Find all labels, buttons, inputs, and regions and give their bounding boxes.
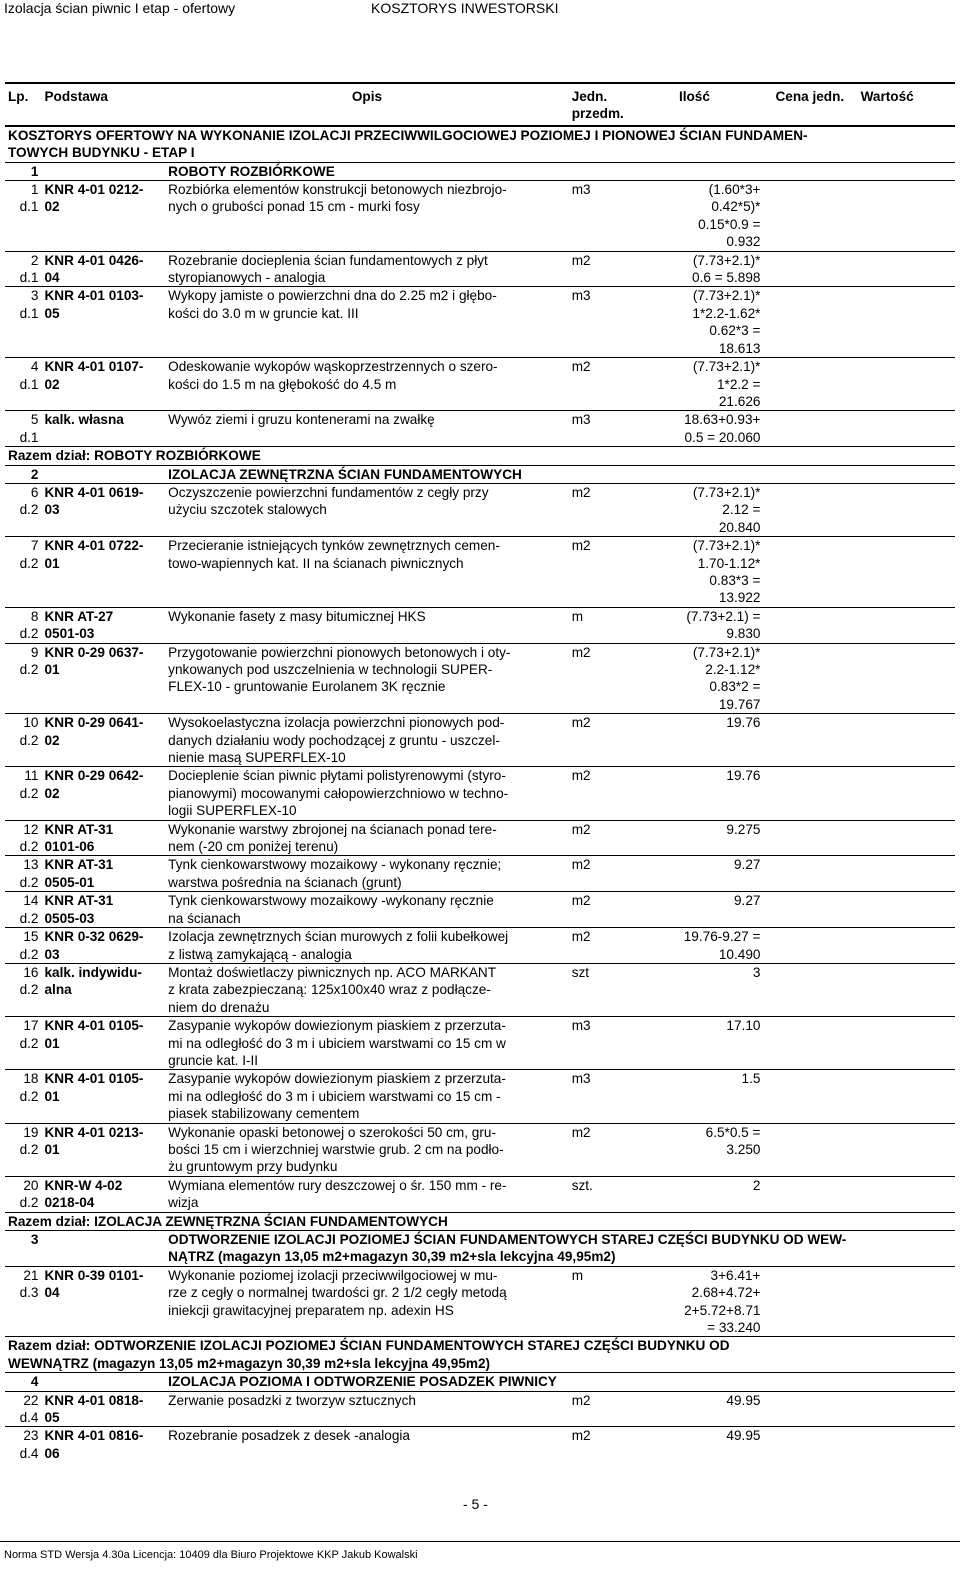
item-description: Odeskowanie wykopów wąskoprzestrzennych o szero- kości do 1.5 m na głębokość do 4.5 m (165, 358, 569, 411)
item-lp: 4 d.1 (5, 358, 41, 411)
footer-divider (0, 1541, 960, 1542)
table-row (5, 767, 955, 820)
page-number: - 5 - (463, 1496, 488, 1512)
item-description: Wywóz ziemi i gruzu kontenerami na zwałkę (165, 411, 569, 447)
table-row (5, 963, 955, 1016)
item-quantity: 3+6.41+ 2.68+4.72+ 2+5.72+8.71 = 33.240 (625, 1266, 772, 1337)
item-basis: KNR 4-01 0722- 01 (41, 537, 165, 608)
cost-estimate-title: KOSZTORYS OFERTOWY NA WYKONANIE IZOLACJI PRZECIWWILGOCIOWEJ POZIOMEJ I PIONOWEJ ŚCIAN FUNDAMEN- TOWYCH BUDYNKU - ETAP I (5, 126, 955, 162)
item-lp: 18 d.2 (5, 1070, 41, 1123)
item-basis: KNR 4-01 0105- 01 (41, 1070, 165, 1123)
section-number: 2 (5, 465, 41, 483)
item-unit-price (772, 1123, 857, 1176)
section-total-label: Razem dział: IZOLACJA ZEWNĘTRZNA ŚCIAN FUNDAMENTOWYCH (5, 1212, 955, 1230)
table-row (5, 358, 955, 411)
table-row (5, 1176, 955, 1212)
item-lp: 19 d.2 (5, 1123, 41, 1176)
item-unit-price (772, 287, 857, 358)
section-title: IZOLACJA POZIOMA I ODTWORZENIE POSADZEK PIWNICY (165, 1373, 955, 1391)
item-description: Wymiana elementów rury deszczowej o śr. 150 mm - re- wizja (165, 1176, 569, 1212)
item-unit-price (772, 643, 857, 714)
table-row (5, 483, 955, 536)
table-row (5, 181, 955, 252)
item-description: Zasypanie wykopów dowiezionym piaskiem z przerzuta- mi na odległość do 3 m i ubiciem warstwami co 15 cm - piasek stabilizowany cementem (165, 1070, 569, 1123)
item-value (858, 1266, 955, 1337)
item-description: Oczyszczenie powierzchni fundamentów z cegły przy użyciu szczotek stalowych (165, 483, 569, 536)
item-unit: m3 (569, 1017, 626, 1070)
item-unit: m3 (569, 287, 626, 358)
item-unit: szt (569, 963, 626, 1016)
item-unit: m (569, 1266, 626, 1337)
item-value (858, 251, 955, 287)
item-value (858, 767, 955, 820)
item-unit: m2 (569, 928, 626, 964)
item-quantity: (7.73+2.1)* 1*2.2 = 21.626 (625, 358, 772, 411)
item-value (858, 714, 955, 767)
item-unit-price (772, 1176, 857, 1212)
section-number: 1 (5, 162, 41, 180)
item-basis: KNR 0-29 0637- 01 (41, 643, 165, 714)
item-unit: m3 (569, 411, 626, 447)
section-title: ODTWORZENIE IZOLACJI POZIOMEJ ŚCIAN FUNDAMENTOWYCH STAREJ CZĘŚCI BUDYNKU OD WEW- NĄTRZ (magazyn 13,05 m2+magazyn 30,39 m2+sla lekcyjna 49,95m2) (165, 1231, 955, 1267)
item-quantity: 9.27 (625, 856, 772, 892)
table-row (5, 1017, 955, 1070)
item-unit-price (772, 411, 857, 447)
item-value (858, 643, 955, 714)
item-description: Wykonanie opaski betonowej o szerokości 50 cm, gru- bości 15 cm i wierzchniej warstwie grub. 2 cm na podło- żu gruntowym przy budynku (165, 1123, 569, 1176)
item-unit: m2 (569, 892, 626, 928)
item-basis: KNR 4-01 0105- 01 (41, 1017, 165, 1070)
col-wartosc: Wartość (858, 83, 955, 126)
item-unit: m2 (569, 767, 626, 820)
item-lp: 8 d.2 (5, 607, 41, 643)
item-unit: m3 (569, 1070, 626, 1123)
item-value (858, 1427, 955, 1462)
item-value (858, 1070, 955, 1123)
item-unit-price (772, 856, 857, 892)
item-quantity: 9.275 (625, 820, 772, 856)
item-lp: 10 d.2 (5, 714, 41, 767)
item-value (858, 537, 955, 608)
col-opis: Opis (165, 83, 569, 126)
item-basis: KNR AT-31 0505-01 (41, 856, 165, 892)
item-basis: kalk. indywidu- alna (41, 963, 165, 1016)
item-description: Wykonanie poziomej izolacji przeciwwilgociowej w mu- rze z cegły o normalnej twardości gr. 2 1/2 cegły metodą iniekcji grawitacyjnej preparatem np. adexin HS (165, 1266, 569, 1337)
item-quantity: 49.95 (625, 1391, 772, 1427)
item-quantity: 19.76 (625, 767, 772, 820)
item-lp: 3 d.1 (5, 287, 41, 358)
col-ilosc: Ilość (625, 83, 772, 126)
item-lp: 15 d.2 (5, 928, 41, 964)
item-lp: 17 d.2 (5, 1017, 41, 1070)
item-unit: m2 (569, 714, 626, 767)
table-row (5, 643, 955, 714)
item-value (858, 358, 955, 411)
table-row (5, 537, 955, 608)
section-number: 3 (5, 1231, 41, 1267)
item-unit-price (772, 358, 857, 411)
item-lp: 21 d.3 (5, 1266, 41, 1337)
item-description: Tynk cienkowarstwowy mozaikowy -wykonany ręcznie na ścianach (165, 892, 569, 928)
item-value (858, 856, 955, 892)
item-unit-price (772, 181, 857, 252)
item-lp: 6 d.2 (5, 483, 41, 536)
title-row (5, 126, 955, 162)
header-left: Izolacja ścian piwnic I etap - ofertowy (4, 0, 236, 16)
item-quantity: 19.76 (625, 714, 772, 767)
item-basis: KNR 4-01 0212- 02 (41, 181, 165, 252)
item-unit-price (772, 1266, 857, 1337)
item-value (858, 963, 955, 1016)
item-unit: m2 (569, 1391, 626, 1427)
item-basis: KNR 0-29 0641- 02 (41, 714, 165, 767)
item-unit-price (772, 251, 857, 287)
item-basis: KNR 4-01 0213- 01 (41, 1123, 165, 1176)
item-unit-price (772, 714, 857, 767)
item-value (858, 892, 955, 928)
item-lp: 2 d.1 (5, 251, 41, 287)
item-basis: KNR 4-01 0619- 03 (41, 483, 165, 536)
item-description: Rozebranie posadzek z desek -analogia (165, 1427, 569, 1462)
col-jednostka: Jedn. przedm. (569, 83, 626, 126)
item-lp: 11 d.2 (5, 767, 41, 820)
item-basis: KNR 4-01 0426- 04 (41, 251, 165, 287)
col-podstawa: Podstawa (41, 83, 165, 126)
item-value (858, 1391, 955, 1427)
item-unit: m2 (569, 820, 626, 856)
section-row (5, 465, 955, 483)
item-value (858, 928, 955, 964)
section-total-row (5, 447, 955, 465)
item-description: Zasypanie wykopów dowiezionym piaskiem z przerzuta- mi na odległość do 3 m i ubiciem warstwami co 15 cm w gruncie kat. I-II (165, 1017, 569, 1070)
item-lp: 16 d.2 (5, 963, 41, 1016)
section-total-label: Razem dział: ROBOTY ROZBIÓRKOWE (5, 447, 955, 465)
table-row (5, 1391, 955, 1427)
item-value (858, 483, 955, 536)
item-basis: KNR AT-27 0501-03 (41, 607, 165, 643)
table-row (5, 714, 955, 767)
item-basis: KNR 4-01 0107- 02 (41, 358, 165, 411)
item-description: Izolacja zewnętrznych ścian murowych z folii kubełkowej z listwą zamykającą - analogia (165, 928, 569, 964)
item-value (858, 820, 955, 856)
table-row (5, 820, 955, 856)
header-right: KOSZTORYS INWESTORSKI (371, 0, 559, 16)
item-unit: m2 (569, 358, 626, 411)
table-body (5, 126, 955, 1462)
cost-table (5, 82, 955, 1462)
item-unit-price (772, 963, 857, 1016)
item-lp: 22 d.4 (5, 1391, 41, 1427)
item-quantity: 9.27 (625, 892, 772, 928)
item-lp: 12 d.2 (5, 820, 41, 856)
item-lp: 13 d.2 (5, 856, 41, 892)
section-row (5, 162, 955, 180)
item-unit: m2 (569, 483, 626, 536)
item-lp: 7 d.2 (5, 537, 41, 608)
item-unit: m2 (569, 537, 626, 608)
item-basis: kalk. własna (41, 411, 165, 447)
section-title: IZOLACJA ZEWNĘTRZNA ŚCIAN FUNDAMENTOWYCH (165, 465, 955, 483)
item-lp: 5 d.1 (5, 411, 41, 447)
table-row (5, 411, 955, 447)
item-quantity: (7.73+2.1)* 2.2-1.12* 0.83*2 = 19.767 (625, 643, 772, 714)
section-spacer (41, 1373, 165, 1391)
section-number: 4 (5, 1373, 41, 1391)
table-row (5, 856, 955, 892)
item-basis: KNR 4-01 0103- 05 (41, 287, 165, 358)
item-basis: KNR AT-31 0101-06 (41, 820, 165, 856)
item-quantity: (7.73+2.1) = 9.830 (625, 607, 772, 643)
item-basis: KNR 0-29 0642- 02 (41, 767, 165, 820)
item-unit-price (772, 892, 857, 928)
item-value (858, 1176, 955, 1212)
item-description: Tynk cienkowarstwowy mozaikowy - wykonany ręcznie; warstwa pośrednia na ścianach (grunt) (165, 856, 569, 892)
item-basis: KNR 4-01 0818- 05 (41, 1391, 165, 1427)
item-unit: m3 (569, 181, 626, 252)
section-total-row (5, 1337, 955, 1373)
table-row (5, 607, 955, 643)
item-unit-price (772, 1391, 857, 1427)
item-unit-price (772, 607, 857, 643)
item-quantity: (7.73+2.1)* 1*2.2-1.62* 0.62*3 = 18.613 (625, 287, 772, 358)
section-total-label: Razem dział: ODTWORZENIE IZOLACJI POZIOMEJ ŚCIAN FUNDAMENTOWYCH STAREJ CZĘŚCI BUDYNKU OD WEWNĄTRZ (magazyn 13,05 m2+magazyn 30,39 m2+sla lekcyjna 49,95m2) (5, 1337, 955, 1373)
item-unit-price (772, 767, 857, 820)
table-row (5, 1427, 955, 1462)
item-unit: szt. (569, 1176, 626, 1212)
item-quantity: 18.63+0.93+ 0.5 = 20.060 (625, 411, 772, 447)
license-text: Norma STD Wersja 4.30a Licencja: 10409 dla Biuro Projektowe KKP Jakub Kowalski (4, 1549, 418, 1561)
item-lp: 20 d.2 (5, 1176, 41, 1212)
item-value (858, 607, 955, 643)
section-total-row (5, 1212, 955, 1230)
item-unit: m2 (569, 856, 626, 892)
item-unit: m2 (569, 1123, 626, 1176)
item-unit: m2 (569, 251, 626, 287)
item-description: Wysokoelastyczna izolacja powierzchni pionowych pod- danych działaniu wody pochodzącej z gruntu - uszczel- nienie masą SUPERFLEX-10 (165, 714, 569, 767)
item-lp: 23 d.4 (5, 1427, 41, 1462)
section-row (5, 1373, 955, 1391)
item-lp: 9 d.2 (5, 643, 41, 714)
item-value (858, 411, 955, 447)
item-value (858, 181, 955, 252)
item-basis: KNR 0-39 0101- 04 (41, 1266, 165, 1337)
item-description: Przygotowanie powierzchni pionowych betonowych i oty- ynkowanych pod uszczelnienia w technologii SUPER- FLEX-10 - gruntowanie Eurolanem 3K ręcznie (165, 643, 569, 714)
item-value (858, 1017, 955, 1070)
item-quantity: 17.10 (625, 1017, 772, 1070)
item-lp: 1 d.1 (5, 181, 41, 252)
item-description: Przecieranie istniejących tynków zewnętrznych cemen- towo-wapiennych kat. II na ścianach piwnicznych (165, 537, 569, 608)
table-row (5, 928, 955, 964)
item-quantity: 19.76-9.27 = 10.490 (625, 928, 772, 964)
item-description: Wykonanie warstwy zbrojonej na ścianach ponad tere- nem (-20 cm poniżej terenu) (165, 820, 569, 856)
item-description: Wykopy jamiste o powierzchni dna do 2.25 m2 i głębo- kości do 3.0 m w gruncie kat. III (165, 287, 569, 358)
item-unit-price (772, 1017, 857, 1070)
item-description: Wykonanie fasety z masy bitumicznej HKS (165, 607, 569, 643)
item-quantity: (7.73+2.1)* 2.12 = 20.840 (625, 483, 772, 536)
table-row (5, 287, 955, 358)
table-row (5, 1123, 955, 1176)
item-description: Docieplenie ścian piwnic płytami polistyrenowymi (styro- pianowymi) mocowanymi całopowierzchniowo w techno- logii SUPERFLEX-10 (165, 767, 569, 820)
item-quantity: 49.95 (625, 1427, 772, 1462)
item-quantity: (7.73+2.1)* 0.6 = 5.898 (625, 251, 772, 287)
item-value (858, 1123, 955, 1176)
table-row (5, 1070, 955, 1123)
item-value (858, 287, 955, 358)
item-basis: KNR 4-01 0816- 06 (41, 1427, 165, 1462)
item-quantity: 2 (625, 1176, 772, 1212)
item-description: Rozebranie docieplenia ścian fundamentowych z płyt styropianowych - analogia (165, 251, 569, 287)
item-unit-price (772, 820, 857, 856)
section-spacer (41, 1231, 165, 1267)
item-quantity: (7.73+2.1)* 1.70-1.12* 0.83*3 = 13.922 (625, 537, 772, 608)
item-description: Zerwanie posadzki z tworzyw sztucznych (165, 1391, 569, 1427)
col-lp: Lp. (5, 83, 41, 126)
table-row (5, 251, 955, 287)
item-description: Montaż doświetlaczy piwnicznych np. ACO MARKANT z krata zabezpieczaną: 125x100x40 wraz z podłącze- niem do drenażu (165, 963, 569, 1016)
item-lp: 14 d.2 (5, 892, 41, 928)
item-unit: m2 (569, 643, 626, 714)
item-unit-price (772, 928, 857, 964)
item-quantity: (1.60*3+ 0.42*5)* 0.15*0.9 = 0.932 (625, 181, 772, 252)
section-row (5, 1231, 955, 1267)
section-title: ROBOTY ROZBIÓRKOWE (165, 162, 955, 180)
table-header-row (5, 83, 955, 126)
table-row (5, 892, 955, 928)
section-spacer (41, 465, 165, 483)
section-spacer (41, 162, 165, 180)
item-unit-price (772, 483, 857, 536)
item-unit: m (569, 607, 626, 643)
item-unit-price (772, 1427, 857, 1462)
item-unit-price (772, 537, 857, 608)
item-unit-price (772, 1070, 857, 1123)
item-basis: KNR 0-32 0629- 03 (41, 928, 165, 964)
item-description: Rozbiórka elementów konstrukcji betonowych niezbrojo- nych o grubości ponad 15 cm - murki fosy (165, 181, 569, 252)
item-basis: KNR AT-31 0505-03 (41, 892, 165, 928)
table-row (5, 1266, 955, 1337)
item-quantity: 6.5*0.5 = 3.250 (625, 1123, 772, 1176)
col-cena: Cena jedn. (772, 83, 857, 126)
item-basis: KNR-W 4-02 0218-04 (41, 1176, 165, 1212)
item-unit: m2 (569, 1427, 626, 1462)
item-quantity: 3 (625, 963, 772, 1016)
item-quantity: 1.5 (625, 1070, 772, 1123)
